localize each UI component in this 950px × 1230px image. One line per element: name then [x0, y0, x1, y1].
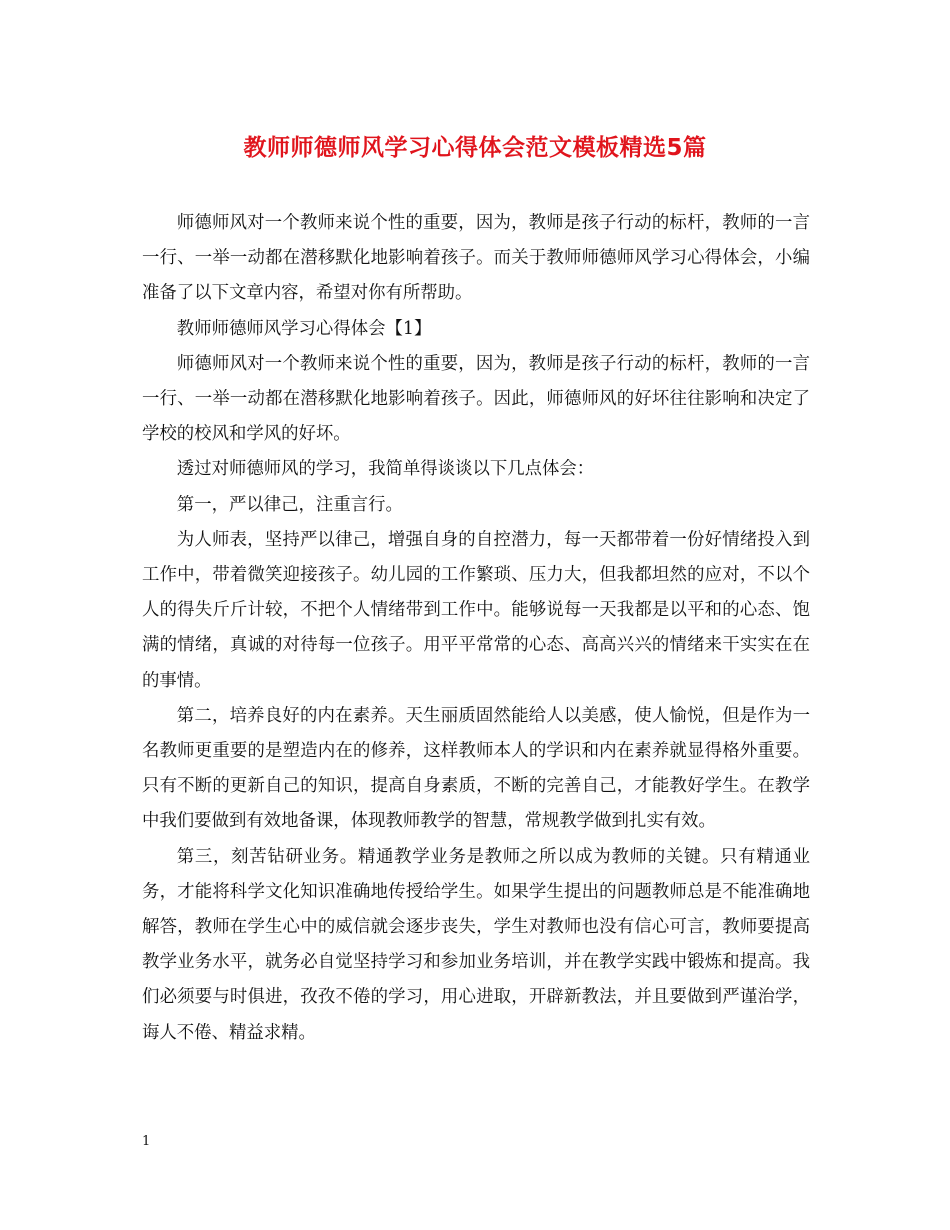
paragraph: 第二，培养良好的内在素养。天生丽质固然能给人以美感，使人愉悦，但是作为一名教师更重要的是塑造内在的修养，这样教师本人的学识和内在素养就显得格外重要。只有不断的更新自己的知识，提高自身素质，不断的完善自己，才能教好学生。在教学中我们要做到有效地备课，体现教师教学的智慧，常规教学做到扎实有效。: [142, 705, 810, 832]
paragraph: 为人师表，坚持严以律己，增强自身的自控潜力，每一天都带着一份好情绪投入到工作中，带着微笑迎接孩子。幼儿园的工作繁琐、压力大，但我都坦然的应对，不以个人的得失斤斤计较，不把个人情绪带到工作中。能够说每一天我都是以平和的心态、饱满的情绪，真诚的对待每一位孩子。用平平常常的心态、高高兴兴的情绪来干实实在在的事情。: [142, 529, 810, 691]
page-number: 1: [142, 1134, 151, 1149]
paragraph-intro: 师德师风对一个教师来说个性的重要，因为，教师是孩子行动的标杆，教师的一言一行、一举一动都在潜移默化地影响着孩子。而关于教师师德师风学习心得体会，小编准备了以下文章内容，希望对你有所帮助。: [142, 213, 810, 304]
document-title: 教师师德师风学习心得体会范文模板精选5篇: [243, 135, 707, 161]
document-body: [142, 206, 810, 1051]
paragraph: 师德师风对一个教师来说个性的重要，因为，教师是孩子行动的标杆，教师的一言一行、一举一动都在潜移默化地影响着孩子。因此，师德师风的好坏往往影响和决定了学校的校风和学风的好坏。: [142, 353, 810, 445]
paragraph: 透过对师德师风的学习，我简单得谈谈以下几点体会：: [176, 459, 595, 480]
point-heading-1: 第一，严以律己，注重言行。: [176, 494, 403, 515]
section-heading-1: 教师师德师风学习心得体会【1】: [176, 318, 432, 339]
paragraph: 第三，刻苦钻研业务。精通教学业务是教师之所以成为教师的关键。只有精通业务，才能将科学文化知识准确地传授给学生。如果学生提出的问题教师总是不能准确地解答，教师在学生心中的威信就会逐步丧失，学生对教师也没有信心可言，教师要提高教学业务水平，就务必自觉坚持学习和参加业务培训，并在教学实践中锻炼和提高。我们必须要与时俱进，孜孜不倦的学习，用心进取，开辟新教法，并且要做到严谨治学，诲人不倦、精益求精。: [142, 846, 810, 1043]
